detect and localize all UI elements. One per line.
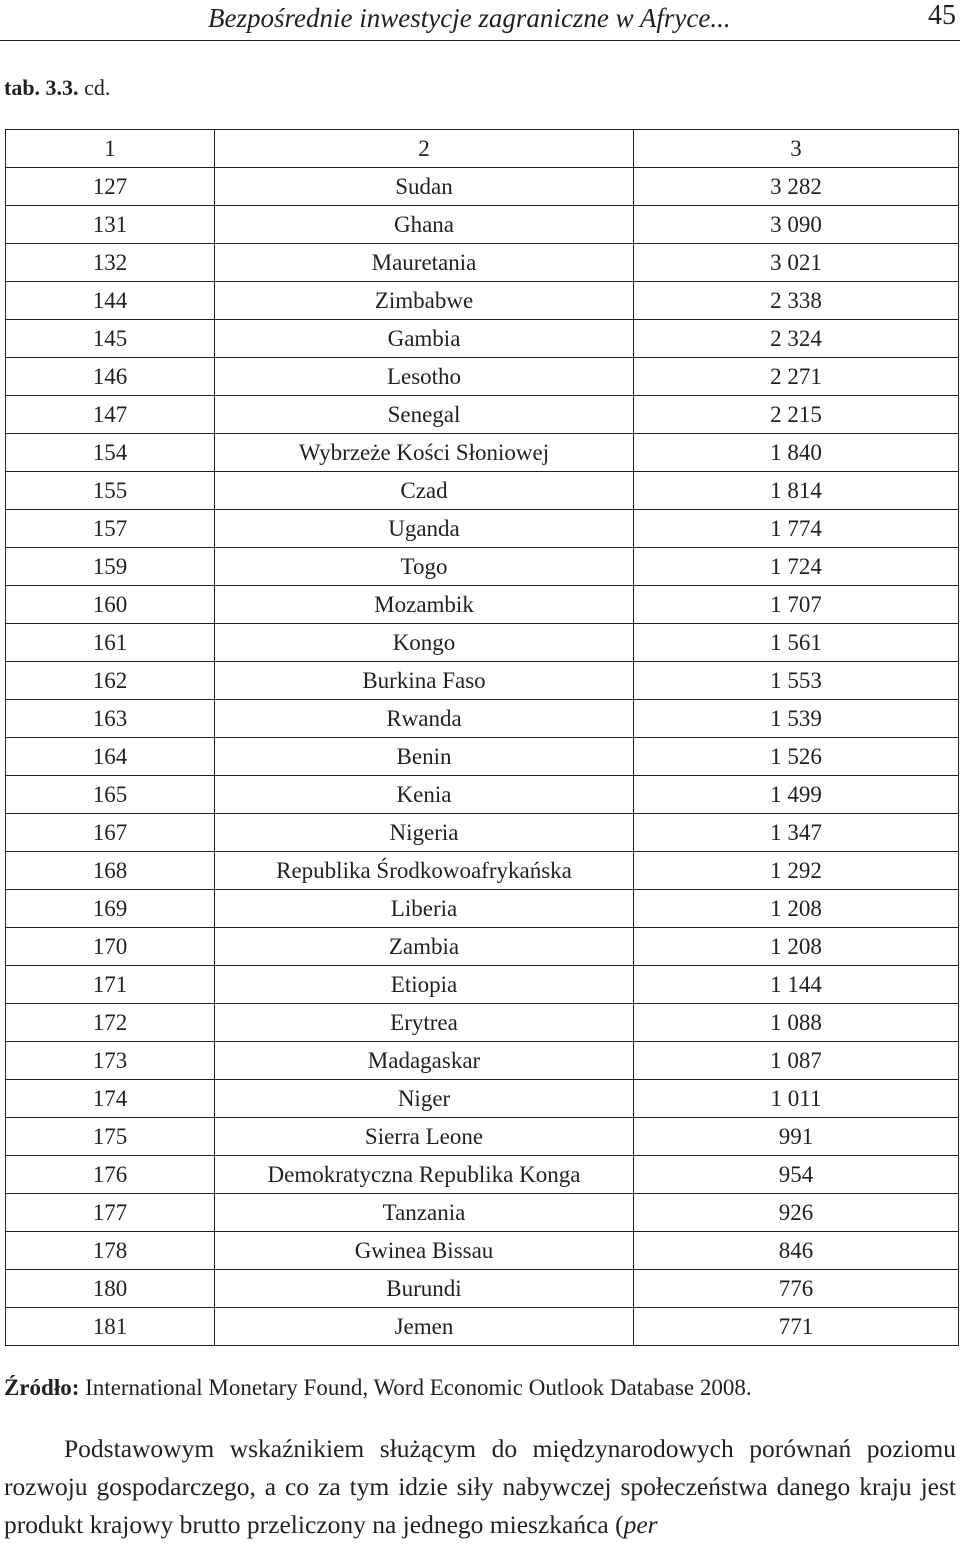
value-cell: 1 347 bbox=[634, 814, 959, 852]
value-cell: 1 553 bbox=[634, 662, 959, 700]
value-cell: 2 271 bbox=[634, 358, 959, 396]
header-cell-value: 3 bbox=[634, 130, 959, 168]
value-cell: 1 539 bbox=[634, 700, 959, 738]
table-row bbox=[6, 548, 959, 586]
country-cell: Mozambik bbox=[215, 586, 634, 624]
value-cell: 926 bbox=[634, 1194, 959, 1232]
country-cell: Zambia bbox=[215, 928, 634, 966]
paragraph-italic: per bbox=[623, 1510, 658, 1539]
rank-cell: 147 bbox=[6, 396, 215, 434]
rank-cell: 127 bbox=[6, 168, 215, 206]
rank-cell: 154 bbox=[6, 434, 215, 472]
rank-cell: 171 bbox=[6, 966, 215, 1004]
running-title: Bezpośrednie inwestycje zagraniczne w Afryce... bbox=[208, 3, 731, 33]
table-row bbox=[6, 282, 959, 320]
value-cell: 1 814 bbox=[634, 472, 959, 510]
country-cell: Nigeria bbox=[215, 814, 634, 852]
country-cell: Ghana bbox=[215, 206, 634, 244]
value-cell: 1 774 bbox=[634, 510, 959, 548]
source-text: International Monetary Found, Word Economic Outlook Database 2008. bbox=[79, 1375, 752, 1400]
rank-cell: 176 bbox=[6, 1156, 215, 1194]
country-cell: Gwinea Bissau bbox=[215, 1232, 634, 1270]
table-caption bbox=[4, 75, 110, 101]
table-row bbox=[6, 700, 959, 738]
value-cell: 1 144 bbox=[634, 966, 959, 1004]
value-cell: 2 338 bbox=[634, 282, 959, 320]
table-source bbox=[4, 1375, 752, 1401]
country-cell: Niger bbox=[215, 1080, 634, 1118]
table-row bbox=[6, 624, 959, 662]
country-cell: Wybrzeże Kości Słoniowej bbox=[215, 434, 634, 472]
table-row bbox=[6, 1004, 959, 1042]
rank-cell: 162 bbox=[6, 662, 215, 700]
value-cell: 776 bbox=[634, 1270, 959, 1308]
value-cell: 2 324 bbox=[634, 320, 959, 358]
rank-cell: 155 bbox=[6, 472, 215, 510]
value-cell: 1 499 bbox=[634, 776, 959, 814]
table-row bbox=[6, 1232, 959, 1270]
rank-cell: 161 bbox=[6, 624, 215, 662]
rank-cell: 181 bbox=[6, 1308, 215, 1346]
value-cell: 771 bbox=[634, 1308, 959, 1346]
country-cell: Togo bbox=[215, 548, 634, 586]
rank-cell: 167 bbox=[6, 814, 215, 852]
header-cell-country: 2 bbox=[215, 130, 634, 168]
table-row bbox=[6, 472, 959, 510]
table-row bbox=[6, 434, 959, 472]
value-cell: 2 215 bbox=[634, 396, 959, 434]
table-row bbox=[6, 510, 959, 548]
country-cell: Sudan bbox=[215, 168, 634, 206]
country-cell: Sierra Leone bbox=[215, 1118, 634, 1156]
rank-cell: 146 bbox=[6, 358, 215, 396]
table-row bbox=[6, 814, 959, 852]
table-row bbox=[6, 586, 959, 624]
value-cell: 1 292 bbox=[634, 852, 959, 890]
value-cell: 1 724 bbox=[634, 548, 959, 586]
rank-cell: 170 bbox=[6, 928, 215, 966]
table-row bbox=[6, 396, 959, 434]
country-cell: Republika Środkowoafrykańska bbox=[215, 852, 634, 890]
country-cell: Etiopia bbox=[215, 966, 634, 1004]
table-row bbox=[6, 738, 959, 776]
value-cell: 1 087 bbox=[634, 1042, 959, 1080]
table-row bbox=[6, 358, 959, 396]
page-number: 45 bbox=[928, 0, 956, 31]
table-row bbox=[6, 928, 959, 966]
country-cell: Madagaskar bbox=[215, 1042, 634, 1080]
value-cell: 3 021 bbox=[634, 244, 959, 282]
country-cell: Kongo bbox=[215, 624, 634, 662]
country-cell: Uganda bbox=[215, 510, 634, 548]
value-cell: 1 208 bbox=[634, 890, 959, 928]
rank-cell: 173 bbox=[6, 1042, 215, 1080]
country-cell: Mauretania bbox=[215, 244, 634, 282]
value-cell: 1 208 bbox=[634, 928, 959, 966]
table-row bbox=[6, 1156, 959, 1194]
value-cell: 991 bbox=[634, 1118, 959, 1156]
country-cell: Erytrea bbox=[215, 1004, 634, 1042]
country-cell: Czad bbox=[215, 472, 634, 510]
table-row bbox=[6, 890, 959, 928]
table-row bbox=[6, 966, 959, 1004]
table-row bbox=[6, 244, 959, 282]
rank-cell: 163 bbox=[6, 700, 215, 738]
source-label: Źródło: bbox=[4, 1375, 80, 1400]
rank-cell: 165 bbox=[6, 776, 215, 814]
table-row bbox=[6, 776, 959, 814]
paragraph-text: Podstawowym wskaźnikiem służącym do międzynarodowych porównań poziomu rozwoju gospodarczego, a co za tym idzie siły nabywczej społeczeństwa danego kraju jest produkt krajowy brutto przeliczony na jednego mieszkańca ( bbox=[4, 1434, 956, 1539]
country-cell: Tanzania bbox=[215, 1194, 634, 1232]
body-paragraph bbox=[4, 1430, 956, 1544]
country-cell: Demokratyczna Republika Konga bbox=[215, 1156, 634, 1194]
country-cell: Jemen bbox=[215, 1308, 634, 1346]
rank-cell: 160 bbox=[6, 586, 215, 624]
country-cell: Burundi bbox=[215, 1270, 634, 1308]
table-caption-label: tab. 3.3. bbox=[4, 75, 79, 100]
table-row bbox=[6, 1308, 959, 1346]
rank-cell: 132 bbox=[6, 244, 215, 282]
table-row bbox=[6, 1118, 959, 1156]
rank-cell: 175 bbox=[6, 1118, 215, 1156]
rank-cell: 174 bbox=[6, 1080, 215, 1118]
table-row bbox=[6, 1042, 959, 1080]
gdp-table bbox=[5, 129, 959, 1346]
value-cell: 1 526 bbox=[634, 738, 959, 776]
country-cell: Rwanda bbox=[215, 700, 634, 738]
rank-cell: 180 bbox=[6, 1270, 215, 1308]
table-caption-suffix: cd. bbox=[78, 75, 111, 100]
rank-cell: 168 bbox=[6, 852, 215, 890]
value-cell: 846 bbox=[634, 1232, 959, 1270]
table-row bbox=[6, 1270, 959, 1308]
rank-cell: 157 bbox=[6, 510, 215, 548]
rank-cell: 172 bbox=[6, 1004, 215, 1042]
country-cell: Lesotho bbox=[215, 358, 634, 396]
table-row bbox=[6, 1194, 959, 1232]
value-cell: 954 bbox=[634, 1156, 959, 1194]
table-row bbox=[6, 168, 959, 206]
value-cell: 1 561 bbox=[634, 624, 959, 662]
country-cell: Senegal bbox=[215, 396, 634, 434]
value-cell: 3 282 bbox=[634, 168, 959, 206]
rank-cell: 169 bbox=[6, 890, 215, 928]
value-cell: 1 088 bbox=[634, 1004, 959, 1042]
rank-cell: 144 bbox=[6, 282, 215, 320]
value-cell: 1 840 bbox=[634, 434, 959, 472]
table-row bbox=[6, 1080, 959, 1118]
table-header-row bbox=[6, 130, 959, 168]
rank-cell: 177 bbox=[6, 1194, 215, 1232]
country-cell: Kenia bbox=[215, 776, 634, 814]
rank-cell: 164 bbox=[6, 738, 215, 776]
page-header bbox=[0, 0, 960, 41]
rank-cell: 159 bbox=[6, 548, 215, 586]
rank-cell: 145 bbox=[6, 320, 215, 358]
value-cell: 1 707 bbox=[634, 586, 959, 624]
value-cell: 1 011 bbox=[634, 1080, 959, 1118]
table-row bbox=[6, 206, 959, 244]
country-cell: Zimbabwe bbox=[215, 282, 634, 320]
value-cell: 3 090 bbox=[634, 206, 959, 244]
rank-cell: 131 bbox=[6, 206, 215, 244]
table-row bbox=[6, 662, 959, 700]
table-row bbox=[6, 320, 959, 358]
table-row bbox=[6, 852, 959, 890]
country-cell: Gambia bbox=[215, 320, 634, 358]
country-cell: Benin bbox=[215, 738, 634, 776]
country-cell: Burkina Faso bbox=[215, 662, 634, 700]
header-cell-rank: 1 bbox=[6, 130, 215, 168]
country-cell: Liberia bbox=[215, 890, 634, 928]
rank-cell: 178 bbox=[6, 1232, 215, 1270]
